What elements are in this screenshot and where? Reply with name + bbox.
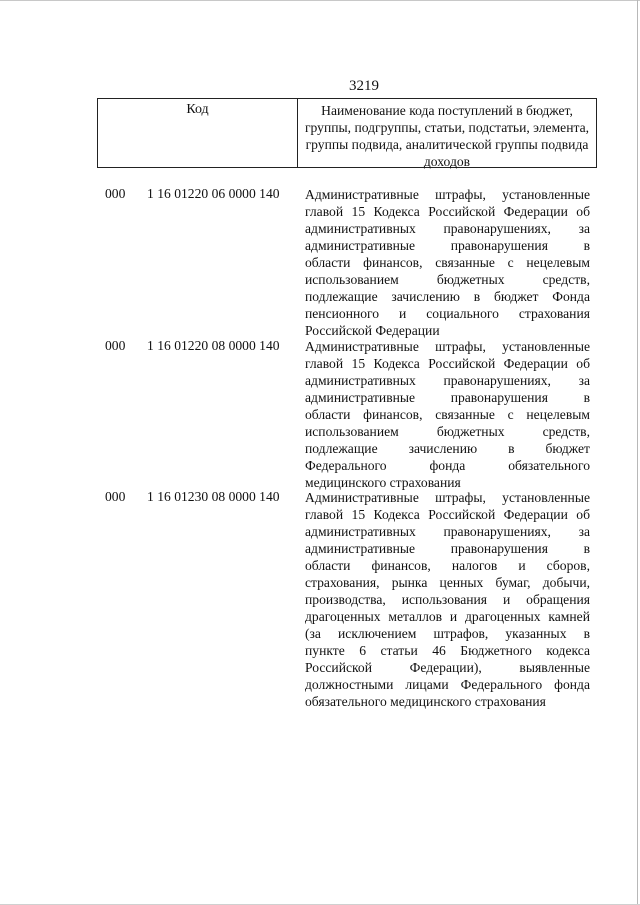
- description-line: Административные штрафы, установленные: [305, 339, 590, 354]
- admin-code: 000: [105, 489, 126, 504]
- description-line: Федерального фонда обязательного: [305, 458, 590, 473]
- description-line: использованием бюджетных средств,: [305, 424, 590, 439]
- description-line: области финансов, налогов и сборов,: [305, 558, 590, 573]
- description-line: административных правонарушениях, за: [305, 373, 590, 388]
- description-line: обязательного медицинского страхования: [305, 694, 546, 709]
- description-line: административные правонарушения в: [305, 238, 590, 253]
- description-line: Административные штрафы, установленные: [305, 187, 590, 202]
- description-line: главой 15 Кодекса Российской Федерации об: [305, 507, 590, 522]
- description-line: пенсионного и социального страхования: [305, 306, 590, 321]
- description-line: должностными лицами Федерального фонда: [305, 677, 590, 692]
- description-line: главой 15 Кодекса Российской Федерации об: [305, 204, 590, 219]
- description-line: драгоценных металлов и драгоценных камней: [305, 609, 590, 624]
- table-header: [97, 98, 597, 168]
- description-line: подлежащие зачислению в бюджет Фонда: [305, 289, 590, 304]
- description-line: главой 15 Кодекса Российской Федерации об: [305, 356, 590, 371]
- admin-code: 000: [105, 338, 126, 353]
- description-line: Российской Федерации), выявленные: [305, 660, 590, 675]
- description-line: Административные штрафы, установленные: [305, 490, 590, 505]
- page-number: 3219: [349, 78, 379, 94]
- description-line: административные правонарушения в: [305, 541, 590, 556]
- description-line: подлежащие зачислению в бюджет: [305, 441, 590, 456]
- revenue-description: [305, 489, 590, 710]
- description-line: административных правонарушениях, за: [305, 524, 590, 539]
- budget-classification-code: 1 16 01230 08 0000 140: [147, 489, 280, 504]
- description-line: страхования, рынка ценных бумаг, добычи,: [305, 575, 590, 590]
- description-line: административные правонарушения в: [305, 390, 590, 405]
- page-top-edge: [0, 0, 640, 1]
- description-line: пункте 6 статьи 46 Бюджетного кодекса: [305, 643, 590, 658]
- page-right-edge: [637, 0, 638, 905]
- revenue-description: [305, 338, 590, 491]
- description-line: Российской Федерации: [305, 323, 440, 338]
- budget-classification-code: 1 16 01220 08 0000 140: [147, 338, 280, 353]
- budget-classification-code: 1 16 01220 06 0000 140: [147, 186, 280, 201]
- description-line: использованием бюджетных средств,: [305, 272, 590, 287]
- description-line: медицинского страхования: [305, 475, 461, 490]
- description-line: производства, использования и обращения: [305, 592, 590, 607]
- admin-code: 000: [105, 186, 126, 201]
- description-line: области финансов, связанные с нецелевым: [305, 255, 590, 270]
- header-code-column: Код: [98, 99, 298, 167]
- description-line: административных правонарушениях, за: [305, 221, 590, 236]
- revenue-description: [305, 186, 590, 339]
- description-line: области финансов, связанные с нецелевым: [305, 407, 590, 422]
- header-name-column: Наименование кода поступлений в бюджет, группы, подгруппы, статьи, подстатьи, элемента, группы подвида, аналитической группы подвида доходов: [304, 103, 590, 169]
- description-line: (за исключением штрафов, указанных в: [305, 626, 590, 641]
